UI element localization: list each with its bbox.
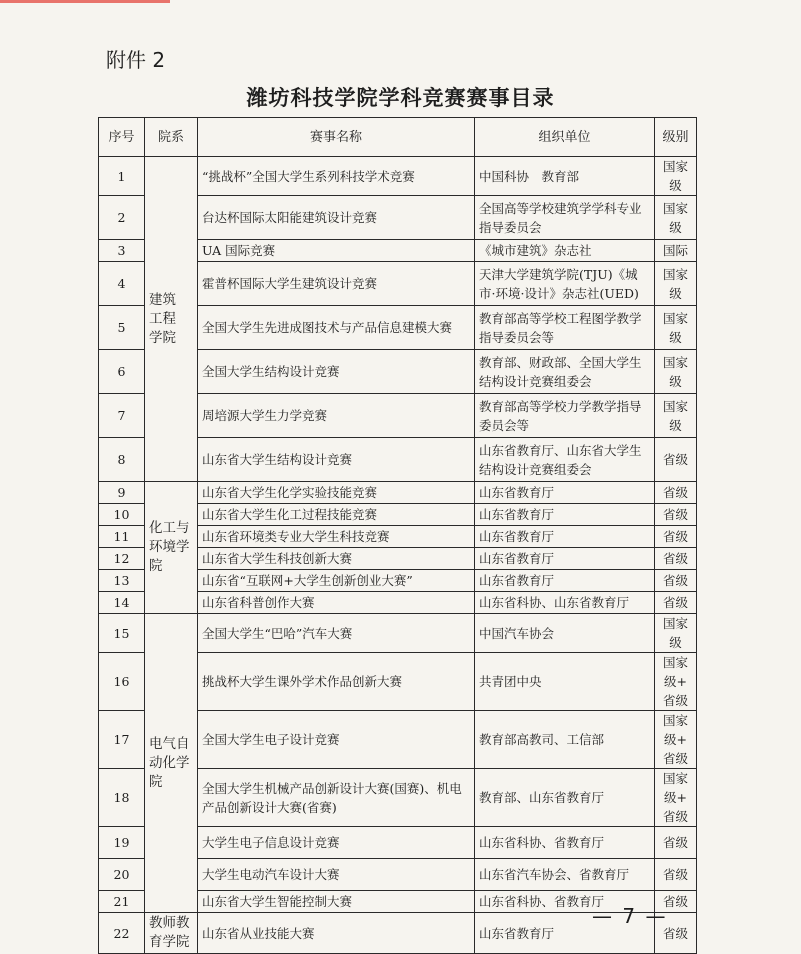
organizer: 山东省教育厅、山东省大学生结构设计竞赛组委会 — [475, 438, 655, 482]
level-badge: 省级 — [655, 526, 697, 548]
competition-name: 山东省大学生科技创新大赛 — [198, 548, 475, 570]
competition-name: 山东省大学生结构设计竞赛 — [198, 438, 475, 482]
row-number: 12 — [99, 548, 145, 570]
table-row — [99, 157, 697, 196]
row-number: 5 — [99, 306, 145, 350]
level-badge: 国际 — [655, 240, 697, 262]
row-number: 20 — [99, 859, 145, 891]
department-name: 化工与 环境学 院 — [145, 482, 198, 614]
level-badge: 省级 — [655, 859, 697, 891]
level-badge: 国家级 — [655, 262, 697, 306]
level-badge: 国家级 — [655, 196, 697, 240]
competition-name: 全国大学生电子设计竞赛 — [198, 711, 475, 769]
level-badge: 省级 — [655, 592, 697, 614]
row-number: 1 — [99, 157, 145, 196]
organizer: 中国科协 教育部 — [475, 157, 655, 196]
organizer: 教育部高等学校力学教学指导委员会等 — [475, 394, 655, 438]
row-number: 10 — [99, 504, 145, 526]
organizer: 山东省教育厅 — [475, 504, 655, 526]
competition-name: 大学生电子信息设计竞赛 — [198, 827, 475, 859]
level-badge: 省级 — [655, 913, 697, 954]
organizer: 山东省科协、省教育厅 — [475, 827, 655, 859]
row-number: 15 — [99, 614, 145, 653]
department-name: 电气自 动化学 院 — [145, 614, 198, 913]
organizer: 山东省教育厅 — [475, 482, 655, 504]
row-number: 16 — [99, 653, 145, 711]
row-number: 13 — [99, 570, 145, 592]
page-number: — 7 — — [592, 904, 668, 928]
row-number: 2 — [99, 196, 145, 240]
competition-name: 山东省“互联网+大学生创新创业大赛” — [198, 570, 475, 592]
organizer: 共青团中央 — [475, 653, 655, 711]
level-badge: 省级 — [655, 827, 697, 859]
row-number: 7 — [99, 394, 145, 438]
level-badge: 省级 — [655, 548, 697, 570]
level-badge: 国家级 — [655, 394, 697, 438]
level-badge: 省级 — [655, 891, 697, 913]
row-number: 9 — [99, 482, 145, 504]
level-badge: 国家级+ 省级 — [655, 769, 697, 827]
row-number: 11 — [99, 526, 145, 548]
organizer: 教育部高等学校工程图学教学指导委员会等 — [475, 306, 655, 350]
level-badge: 国家级 — [655, 157, 697, 196]
competition-name: 周培源大学生力学竞赛 — [198, 394, 475, 438]
header-org: 组织单位 — [475, 118, 655, 157]
level-badge: 省级 — [655, 570, 697, 592]
competition-name: UA 国际竞赛 — [198, 240, 475, 262]
level-badge: 国家级 — [655, 350, 697, 394]
competition-name: 山东省环境类专业大学生科技竞赛 — [198, 526, 475, 548]
competition-name: 全国大学生先进成图技术与产品信息建模大赛 — [198, 306, 475, 350]
department-name: 建筑 工程 学院 — [145, 157, 198, 482]
header-name: 赛事名称 — [198, 118, 475, 157]
organizer: 教育部高教司、工信部 — [475, 711, 655, 769]
organizer: 山东省科协、山东省教育厅 — [475, 592, 655, 614]
row-number: 18 — [99, 769, 145, 827]
row-number: 6 — [99, 350, 145, 394]
level-badge: 国家级 — [655, 614, 697, 653]
table-row — [99, 482, 697, 504]
organizer: 山东省科协、省教育厅 — [475, 891, 655, 913]
organizer: 教育部、山东省教育厅 — [475, 769, 655, 827]
row-number: 14 — [99, 592, 145, 614]
competition-name: 全国大学生结构设计竞赛 — [198, 350, 475, 394]
row-number: 19 — [99, 827, 145, 859]
competition-name: 山东省大学生智能控制大赛 — [198, 891, 475, 913]
organizer: 山东省教育厅 — [475, 570, 655, 592]
organizer: 天津大学建筑学院(TJU)《城市·环境·设计》杂志社(UED) — [475, 262, 655, 306]
document-title: 潍坊科技学院学科竞赛赛事目录 — [246, 85, 555, 110]
organizer: 山东省汽车协会、省教育厅 — [475, 859, 655, 891]
table-row — [99, 614, 697, 653]
organizer: 山东省教育厅 — [475, 526, 655, 548]
organizer: 教育部、财政部、全国大学生结构设计竞赛组委会 — [475, 350, 655, 394]
department-name: 教师教 育学院 — [145, 913, 198, 954]
row-number: 17 — [99, 711, 145, 769]
organizer: 全国高等学校建筑学学科专业指导委员会 — [475, 196, 655, 240]
row-number: 8 — [99, 438, 145, 482]
level-badge: 国家级+ 省级 — [655, 653, 697, 711]
level-badge: 国家级+ 省级 — [655, 711, 697, 769]
organizer: 中国汽车协会 — [475, 614, 655, 653]
level-badge: 省级 — [655, 504, 697, 526]
level-badge: 省级 — [655, 438, 697, 482]
competition-name: 挑战杯大学生课外学术作品创新大赛 — [198, 653, 475, 711]
organizer: 山东省教育厅 — [475, 913, 655, 954]
row-number: 4 — [99, 262, 145, 306]
row-number: 3 — [99, 240, 145, 262]
organizer: 《城市建筑》杂志社 — [475, 240, 655, 262]
table-header-row — [99, 118, 697, 157]
competition-name: 霍普杯国际大学生建筑设计竞赛 — [198, 262, 475, 306]
competition-name: 大学生电动汽车设计大赛 — [198, 859, 475, 891]
attachment-label: 附件 2 — [106, 48, 166, 72]
competition-name: 全国大学生“巴哈”汽车大赛 — [198, 614, 475, 653]
competition-table — [98, 117, 697, 954]
row-number: 21 — [99, 891, 145, 913]
competition-name: 全国大学生机械产品创新设计大赛(国赛)、机电产品创新设计大赛(省赛) — [198, 769, 475, 827]
competition-name: 台达杯国际太阳能建筑设计竞赛 — [198, 196, 475, 240]
level-badge: 国家级 — [655, 306, 697, 350]
competition-name: “挑战杯”全国大学生系列科技学术竞赛 — [198, 157, 475, 196]
top-edge-mark — [0, 0, 170, 3]
header-dept: 院系 — [145, 118, 198, 157]
organizer: 山东省教育厅 — [475, 548, 655, 570]
competition-name: 山东省科普创作大赛 — [198, 592, 475, 614]
row-number: 22 — [99, 913, 145, 954]
level-badge: 省级 — [655, 482, 697, 504]
header-level: 级别 — [655, 118, 697, 157]
competition-name: 山东省从业技能大赛 — [198, 913, 475, 954]
header-no: 序号 — [99, 118, 145, 157]
competition-name: 山东省大学生化学实验技能竞赛 — [198, 482, 475, 504]
competition-name: 山东省大学生化工过程技能竞赛 — [198, 504, 475, 526]
